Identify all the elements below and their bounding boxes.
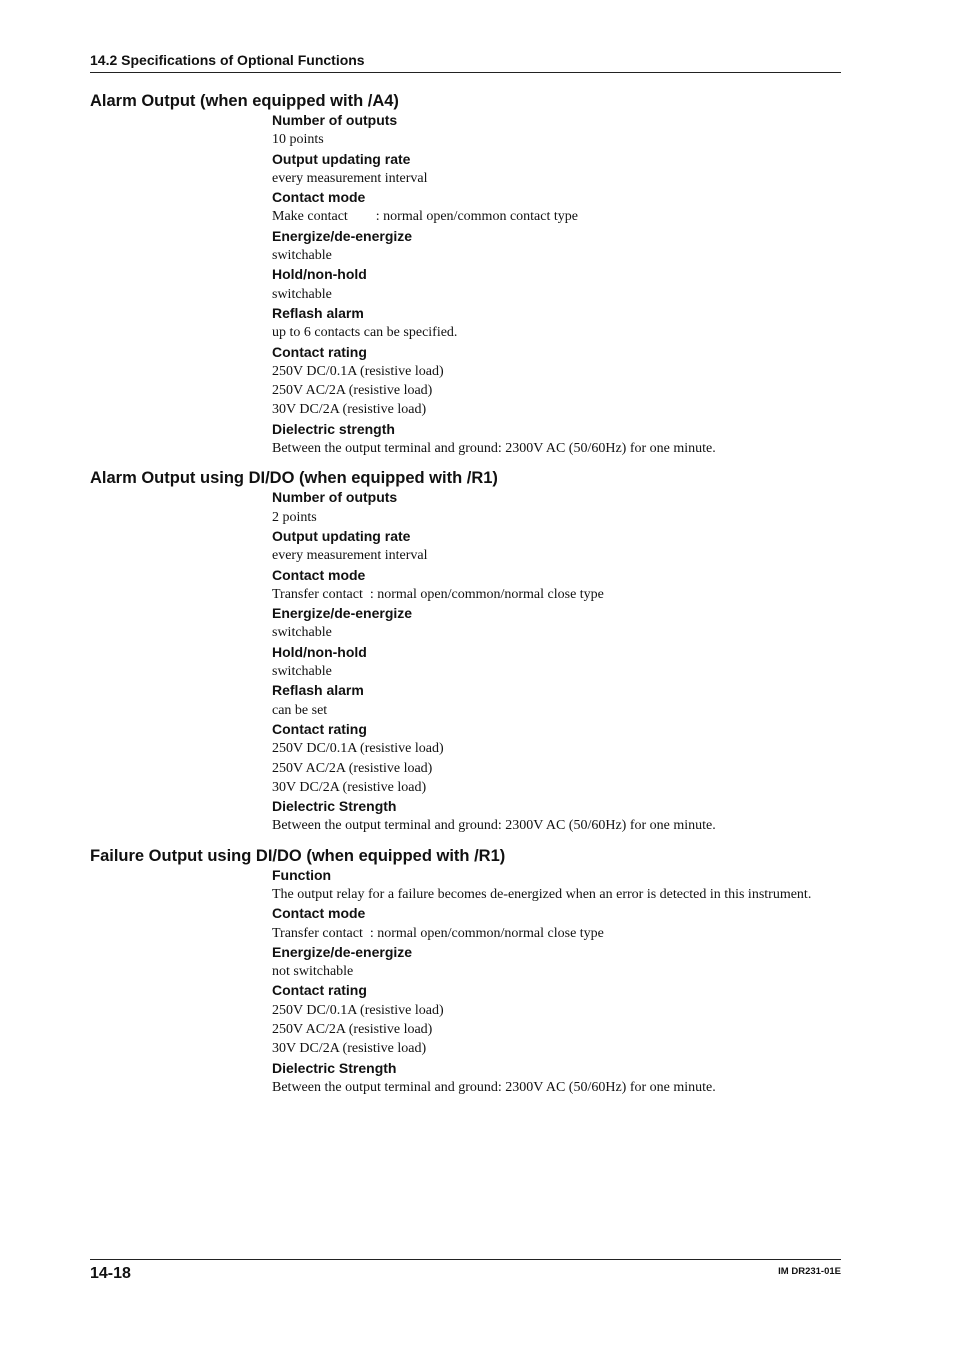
spec-label: Contact mode xyxy=(272,189,366,206)
spec-label: Hold/non-hold xyxy=(272,643,367,660)
spec-value: can be set xyxy=(272,702,328,718)
spec-value: 250V DC/0.1A (resistive load) xyxy=(272,1002,444,1018)
spec-value: Transfer contact : normal open/common/normal close type xyxy=(272,586,604,602)
spec-label: Reflash alarm xyxy=(272,304,364,321)
spec-value: 30V DC/2A (resistive load) xyxy=(272,402,427,418)
spec-value: every measurement interval xyxy=(272,548,428,564)
spec-value: 30V DC/2A (resistive load) xyxy=(272,1041,427,1057)
section-title: Alarm Output using DI/DO (when equipped with /R1) xyxy=(90,469,498,488)
spec-label: Output updating rate xyxy=(272,150,411,167)
spec-content xyxy=(90,91,841,1107)
spec-value: every measurement interval xyxy=(272,170,428,186)
spec-label: Reflash alarm xyxy=(272,682,364,699)
spec-items xyxy=(272,866,841,1098)
spec-value: 10 points xyxy=(272,132,324,148)
footer-divider xyxy=(90,1259,841,1260)
spec-value: up to 6 contacts can be specified. xyxy=(272,325,458,341)
spec-label: Number of outputs xyxy=(272,112,398,128)
spec-label: Energize/de-energize xyxy=(272,227,413,244)
spec-section xyxy=(90,468,841,835)
running-header: 14.2 Specifications of Optional Functions xyxy=(90,52,365,68)
spec-value: 250V AC/2A (resistive load) xyxy=(272,760,433,776)
spec-label: Dielectric Strength xyxy=(272,1059,397,1076)
spec-value: switchable xyxy=(272,248,332,264)
spec-label: Number of outputs xyxy=(272,489,398,506)
spec-label: Dielectric Strength xyxy=(272,798,397,815)
spec-value: Transfer contact : normal open/common/normal close type xyxy=(272,925,604,941)
spec-items xyxy=(272,488,841,835)
spec-value: 250V AC/2A (resistive load) xyxy=(272,1022,433,1038)
spec-value: Make contact : normal open/common contact type xyxy=(272,209,578,225)
spec-label: Energize/de-energize xyxy=(272,605,413,622)
header-divider xyxy=(90,72,841,73)
spec-value: not switchable xyxy=(272,964,354,980)
section-title: Alarm Output (when equipped with /A4) xyxy=(90,92,399,110)
spec-value: 250V DC/0.1A (resistive load) xyxy=(272,741,444,757)
spec-label: Energize/de-energize xyxy=(272,943,413,960)
spec-label: Dielectric strength xyxy=(272,420,395,437)
spec-section xyxy=(90,846,841,1098)
spec-label: Contact rating xyxy=(272,982,367,999)
spec-value: switchable xyxy=(272,664,332,680)
spec-value: switchable xyxy=(272,625,332,641)
page-number: 14-18 xyxy=(90,1265,131,1282)
spec-label: Hold/non-hold xyxy=(272,266,367,283)
spec-value: 250V AC/2A (resistive load) xyxy=(272,383,433,399)
spec-label: Contact rating xyxy=(272,343,367,360)
spec-items xyxy=(272,111,841,458)
spec-label: Contact mode xyxy=(272,566,366,583)
spec-value: 2 points xyxy=(272,509,317,525)
spec-label: Function xyxy=(272,866,332,883)
spec-value: Between the output terminal and ground: 2300V AC (50/60Hz) for one minute. xyxy=(272,1079,716,1095)
spec-value: The output relay for a failure becomes de-energized when an error is detected in this instrument. xyxy=(272,886,812,902)
spec-value: Between the output terminal and ground: 2300V AC (50/60Hz) for one minute. xyxy=(272,441,716,457)
spec-value: Between the output terminal and ground: 2300V AC (50/60Hz) for one minute. xyxy=(272,818,716,834)
spec-label: Contact rating xyxy=(272,720,367,737)
spec-label: Contact mode xyxy=(272,905,366,922)
spec-value: 30V DC/2A (resistive load) xyxy=(272,779,427,795)
spec-label: Output updating rate xyxy=(272,527,411,544)
spec-value: switchable xyxy=(272,286,332,302)
spec-section xyxy=(90,91,841,458)
section-title: Failure Output using DI/DO (when equipped with /R1) xyxy=(90,846,506,865)
spec-value: 250V DC/0.1A (resistive load) xyxy=(272,363,444,379)
document-id: IM DR231-01E xyxy=(778,1266,841,1277)
